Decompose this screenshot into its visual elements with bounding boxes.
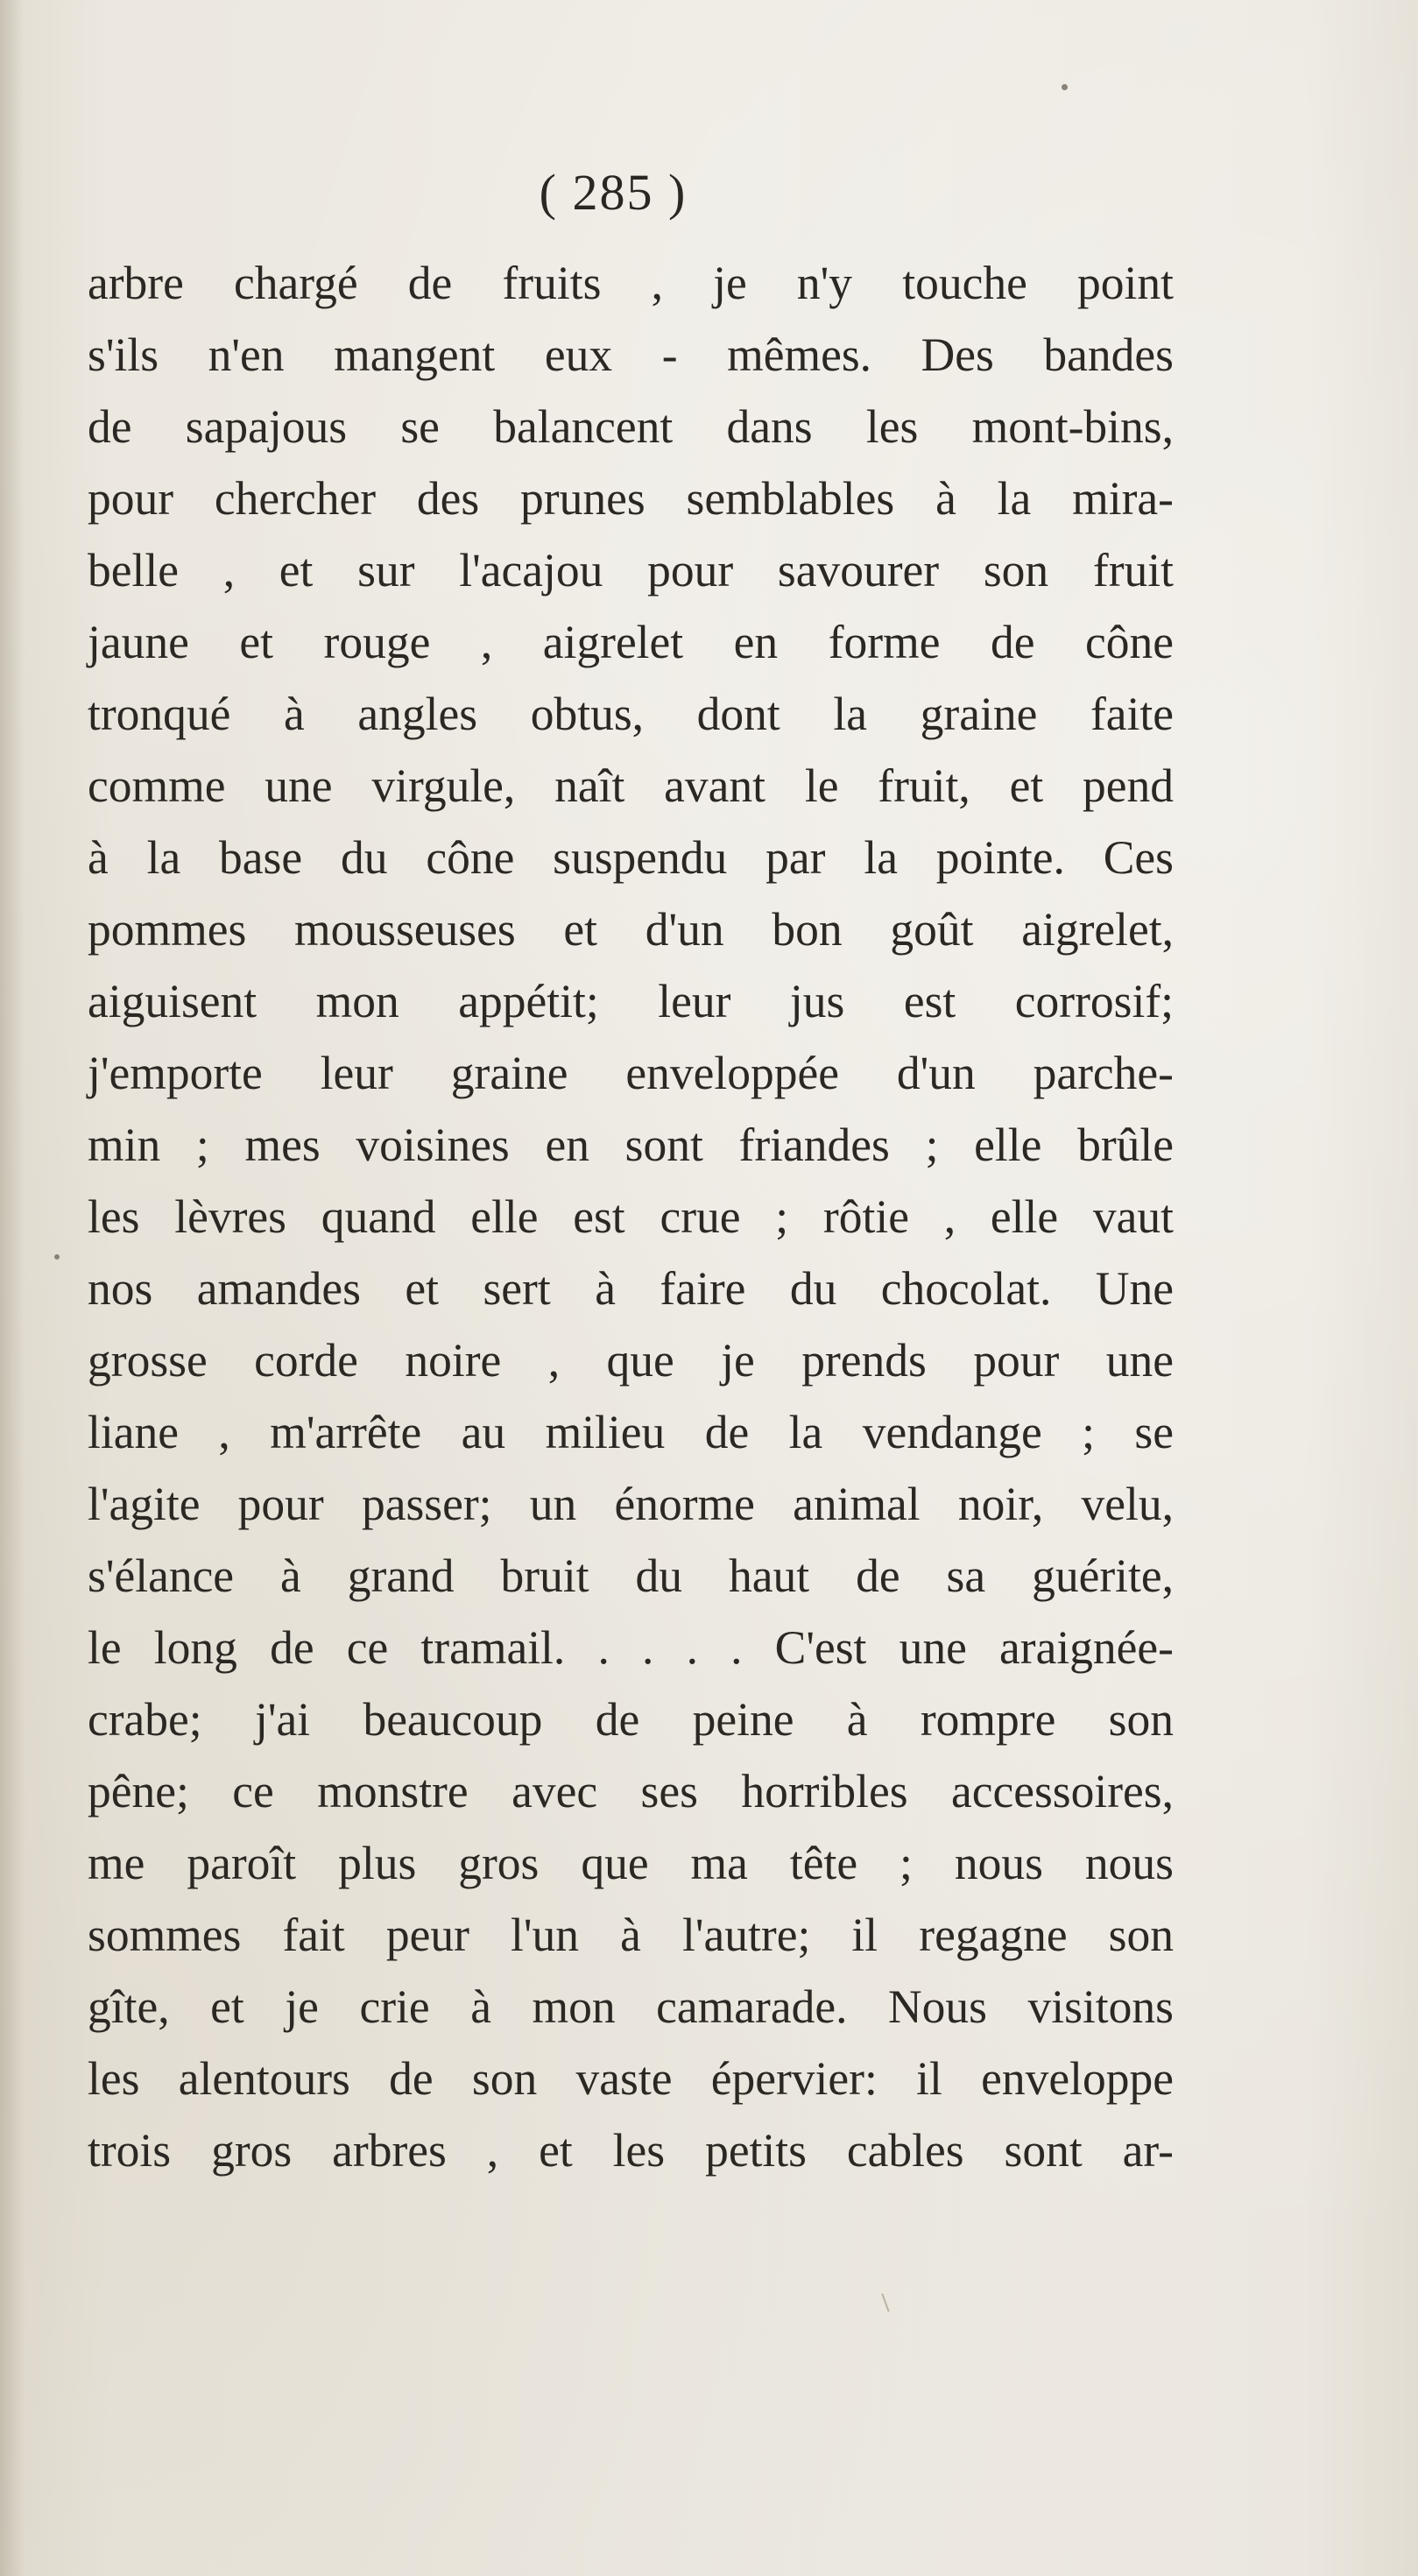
- text-line: les alentours de son vaste épervier: il enveloppe: [88, 2052, 1174, 2105]
- text-line: sommes fait peur l'un à l'autre; il regagne son: [88, 1909, 1174, 1961]
- text-line: gîte, et je crie à mon camarade. Nous visitons: [88, 1980, 1174, 2033]
- text-line: le long de ce tramail. . . . . C'est une araignée-: [88, 1621, 1174, 1674]
- text-line: trois gros arbres , et les petits cables sont ar-: [88, 2124, 1174, 2177]
- page-number: ( 285 ): [539, 164, 688, 221]
- text-line: nos amandes et sert à faire du chocolat. Une: [88, 1262, 1174, 1315]
- text-line: à la base du cône suspendu par la pointe. Ces: [88, 831, 1174, 884]
- text-line: de sapajous se balancent dans les mont-bins,: [88, 400, 1174, 453]
- text-line: j'emporte leur graine enveloppée d'un parche-: [88, 1047, 1174, 1099]
- text-line: comme une virgule, naît avant le fruit, et pend: [88, 759, 1174, 812]
- text-line: aiguisent mon appétit; leur jus est corrosif;: [88, 975, 1174, 1027]
- text-line: min ; mes voisines en sont friandes ; elle brûle: [88, 1119, 1174, 1171]
- paper-mark: [881, 2293, 889, 2311]
- text-line: l'agite pour passer; un énorme animal noir, velu,: [88, 1478, 1174, 1530]
- paper-speck: [1062, 84, 1068, 90]
- text-line: s'élance à grand bruit du haut de sa guérite,: [88, 1549, 1174, 1602]
- text-line: arbre chargé de fruits , je n'y touche point: [88, 257, 1174, 309]
- page-gutter-shadow: [0, 0, 25, 2576]
- text-line: belle , et sur l'acajou pour savourer son fruit: [88, 544, 1174, 596]
- paper-speck: [54, 1254, 60, 1260]
- text-line: me paroît plus gros que ma tête ; nous nous: [88, 1837, 1174, 1889]
- text-line: pour chercher des prunes semblables à la mira-: [88, 472, 1174, 525]
- text-line: pommes mousseuses et d'un bon goût aigrelet,: [88, 903, 1174, 956]
- text-line: pêne; ce monstre avec ses horribles accessoires,: [88, 1765, 1174, 1817]
- body-text: [88, 247, 1174, 2186]
- text-line: les lèvres quand elle est crue ; rôtie , elle vaut: [88, 1190, 1174, 1243]
- text-line: s'ils n'en mangent eux - mêmes. Des bandes: [88, 328, 1174, 381]
- text-line: tronqué à angles obtus, dont la graine faite: [88, 688, 1174, 740]
- text-line: grosse corde noire , que je prends pour une: [88, 1334, 1174, 1387]
- text-line: crabe; j'ai beaucoup de peine à rompre son: [88, 1693, 1174, 1746]
- text-line: liane , m'arrête au milieu de la vendange ; se: [88, 1406, 1174, 1458]
- text-line: jaune et rouge , aigrelet en forme de cône: [88, 616, 1174, 668]
